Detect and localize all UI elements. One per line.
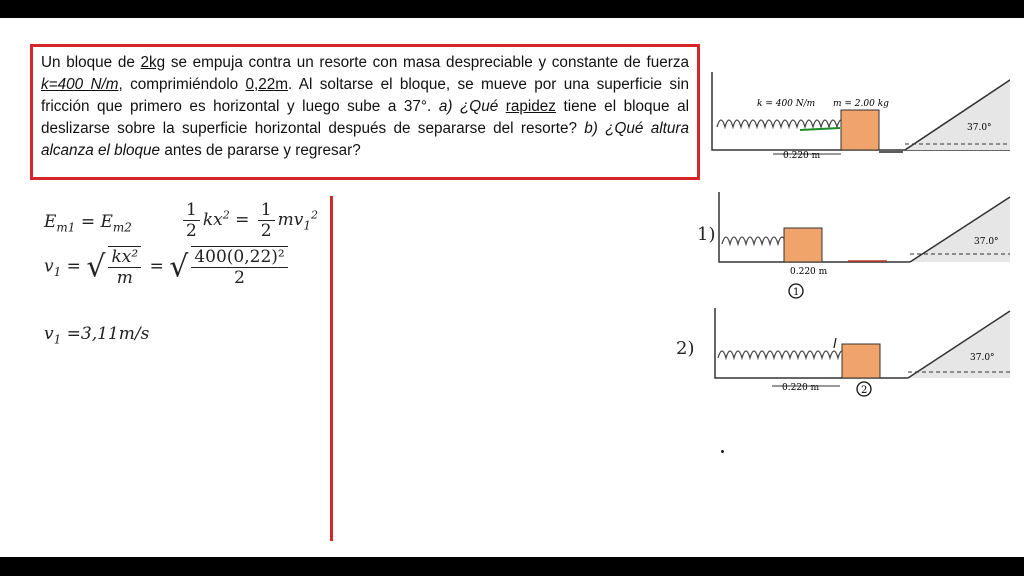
bottom-letterbox <box>0 557 1024 576</box>
energy-equation: $E_{m1} = E_{m2}$ <box>44 212 132 235</box>
mass-value: 2kg <box>140 54 166 71</box>
spring-constant-label: k = 400 N/m <box>757 99 816 109</box>
figure-state-2 <box>708 308 1013 400</box>
circle-label-2: 2 <box>861 385 868 396</box>
mass-label: m = 2.00 kg <box>833 99 889 109</box>
kinetic-energy-equation: $\frac{1}{2}$ $kx^2$ = $\frac{1}{2}$ $mv_1^2$ <box>180 200 318 241</box>
distance-label: 0.220 m <box>783 151 821 161</box>
problem-text: Un bloque de 2kg se empuja contra un resorte con masa despreciable y constante de fuerza k=400 N/m, comprimiéndolo 0,22m. Al soltarse el bloque, se mueve por una superficie sin fricción que primero es horizontal y luego sube a 37°. a) ¿Qué rapidez tiene el bloque al deslizarse sobre la superficie horizontal después de separarse del resorte? b) ¿Qué altura alcanza el bloque antes de pararse y regresar? <box>41 54 690 159</box>
vertical-divider <box>330 196 333 541</box>
angle-label: 37.0° <box>967 123 992 133</box>
spring-constant: k=400 N/m <box>41 76 119 93</box>
angle-label-2: 37.0° <box>970 353 995 363</box>
top-letterbox <box>0 0 1024 18</box>
question-b-label: b) ¿Qué altura alcanza el bloque <box>41 120 689 159</box>
figure-spring-block-incline <box>705 72 1010 167</box>
distance-label-2: 0.220 m <box>782 383 820 393</box>
circle-label-1: 1 <box>793 287 800 298</box>
stray-dot <box>721 450 724 453</box>
distance-label-1: 0.220 m <box>790 267 828 277</box>
figure-state-1 <box>712 192 1012 302</box>
problem-statement-box <box>30 44 700 180</box>
figure-marker-1: 1) <box>697 224 716 245</box>
velocity-result: $v_1 =3,11m/s$ <box>44 324 150 347</box>
figure-marker-2: 2) <box>676 338 695 359</box>
compression-value: 0,22m <box>245 76 288 93</box>
velocity-equation: $v_1$ = √ $\frac{\text{kx²}}{m}$ = √ $\frac{\text{400(0,22)²}}{2}$ <box>44 246 291 288</box>
angle-label-1: 37.0° <box>974 237 999 247</box>
question-a-label: a) ¿Qué <box>438 98 506 115</box>
